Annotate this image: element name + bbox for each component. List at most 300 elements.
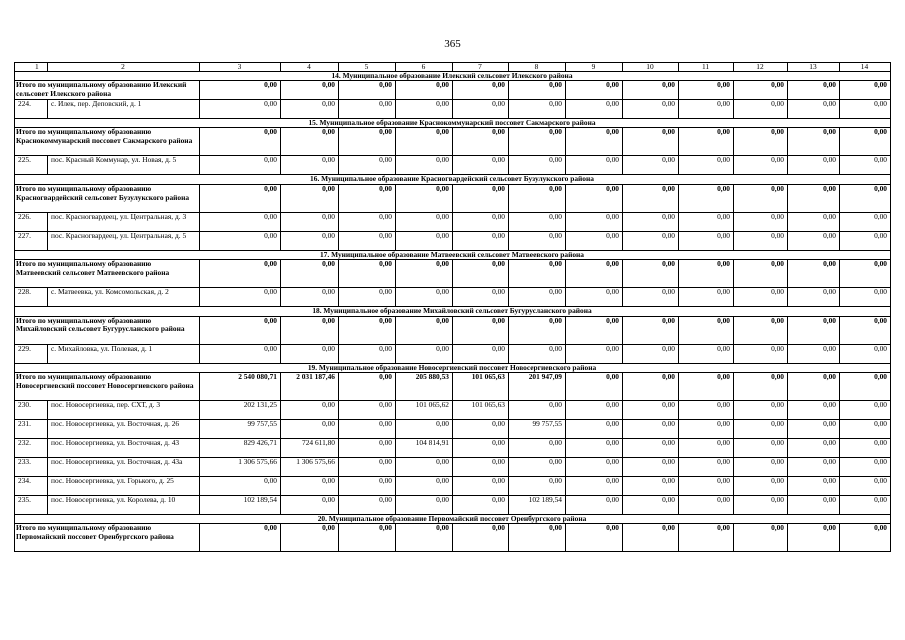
value-cell: 0,00 — [734, 419, 788, 438]
value-cell: 0,00 — [840, 438, 891, 457]
value-cell: 0,00 — [840, 344, 891, 363]
section-title: 19. Муниципальное образование Новосергиевский поссовет Новосергиевского района — [15, 363, 891, 372]
total-value-cell: 0,00 — [840, 80, 891, 99]
value-cell: 202 131,25 — [200, 400, 281, 419]
column-number-cell: 7 — [453, 63, 509, 72]
total-value-cell: 0,00 — [840, 524, 891, 552]
value-cell: 0,00 — [509, 438, 566, 457]
value-cell: 0,00 — [679, 419, 734, 438]
section-title: 15. Муниципальное образование Краснокоммунарский поссовет Сакмарского района — [15, 118, 891, 127]
value-cell: 0,00 — [788, 400, 840, 419]
value-cell: 0,00 — [281, 156, 339, 175]
column-number-cell: 14 — [840, 63, 891, 72]
value-cell: 0,00 — [840, 231, 891, 250]
total-value-cell: 0,00 — [509, 260, 566, 288]
total-value-cell: 0,00 — [453, 524, 509, 552]
value-cell: 0,00 — [281, 476, 339, 495]
value-cell: 1 306 575,66 — [281, 457, 339, 476]
value-cell: 0,00 — [788, 156, 840, 175]
value-cell: 0,00 — [396, 231, 453, 250]
data-table — [14, 62, 891, 552]
column-number-cell: 11 — [679, 63, 734, 72]
value-cell: 99 757,55 — [509, 419, 566, 438]
row-index: 235. — [15, 495, 48, 514]
address-cell: пос. Новосергиевка, ул. Восточная, д. 43а — [48, 457, 200, 476]
value-cell: 0,00 — [281, 495, 339, 514]
total-value-cell: 0,00 — [339, 128, 396, 156]
section-title: 17. Муниципальное образование Матвеевский сельсовет Матвеевского района — [15, 250, 891, 259]
value-cell: 0,00 — [566, 457, 623, 476]
value-cell: 0,00 — [396, 344, 453, 363]
column-number-cell: 13 — [788, 63, 840, 72]
value-cell: 0,00 — [509, 99, 566, 118]
value-cell: 0,00 — [840, 288, 891, 307]
total-value-cell: 0,00 — [788, 184, 840, 212]
value-cell: 0,00 — [840, 212, 891, 231]
value-cell: 0,00 — [679, 438, 734, 457]
row-index: 227. — [15, 231, 48, 250]
value-cell: 0,00 — [509, 344, 566, 363]
page-number: 365 — [444, 38, 461, 50]
total-value-cell: 0,00 — [623, 524, 679, 552]
value-cell: 0,00 — [788, 495, 840, 514]
value-cell: 0,00 — [200, 212, 281, 231]
column-number-cell: 8 — [509, 63, 566, 72]
row-index: 225. — [15, 156, 48, 175]
value-cell: 0,00 — [623, 212, 679, 231]
section-header-row — [15, 307, 891, 316]
value-cell: 0,00 — [734, 438, 788, 457]
value-cell: 0,00 — [339, 476, 396, 495]
value-cell: 0,00 — [453, 212, 509, 231]
value-cell: 0,00 — [623, 419, 679, 438]
value-cell: 0,00 — [396, 212, 453, 231]
value-cell: 0,00 — [281, 419, 339, 438]
value-cell: 0,00 — [509, 288, 566, 307]
value-cell: 0,00 — [623, 231, 679, 250]
total-value-cell: 0,00 — [200, 184, 281, 212]
section-header-row — [15, 514, 891, 523]
total-value-cell: 0,00 — [396, 80, 453, 99]
table-row — [15, 400, 891, 419]
total-value-cell: 0,00 — [396, 260, 453, 288]
row-index: 232. — [15, 438, 48, 457]
value-cell: 0,00 — [339, 156, 396, 175]
table-row — [15, 419, 891, 438]
total-value-cell: 0,00 — [339, 260, 396, 288]
value-cell: 0,00 — [623, 457, 679, 476]
row-index: 230. — [15, 400, 48, 419]
total-value-cell: 2 540 080,71 — [200, 372, 281, 400]
total-label: Итого по муниципальному образованию Илекский сельсовет Илекского района — [15, 80, 200, 99]
total-value-cell: 0,00 — [734, 80, 788, 99]
total-value-cell: 0,00 — [566, 128, 623, 156]
table-row — [15, 438, 891, 457]
address-cell: с. Матвеевка, ул. Комсомольская, д. 2 — [48, 288, 200, 307]
value-cell: 0,00 — [566, 495, 623, 514]
value-cell: 0,00 — [200, 344, 281, 363]
address-cell: пос. Новосергиевка, ул. Королева, д. 10 — [48, 495, 200, 514]
value-cell: 0,00 — [396, 476, 453, 495]
value-cell: 0,00 — [339, 495, 396, 514]
value-cell: 0,00 — [453, 419, 509, 438]
total-label: Итого по муниципальному образованию Михайловский сельсовет Бугурусланского района — [15, 316, 200, 344]
total-value-cell: 0,00 — [623, 80, 679, 99]
value-cell: 829 426,71 — [200, 438, 281, 457]
total-value-cell: 0,00 — [679, 80, 734, 99]
value-cell: 0,00 — [734, 400, 788, 419]
total-row — [15, 260, 891, 288]
total-row — [15, 80, 891, 99]
value-cell: 102 189,54 — [509, 495, 566, 514]
total-value-cell: 0,00 — [281, 184, 339, 212]
value-cell: 0,00 — [623, 400, 679, 419]
value-cell: 0,00 — [734, 288, 788, 307]
section-header-row — [15, 118, 891, 127]
total-value-cell: 0,00 — [623, 260, 679, 288]
value-cell: 0,00 — [679, 457, 734, 476]
value-cell: 0,00 — [453, 457, 509, 476]
total-value-cell: 0,00 — [788, 80, 840, 99]
total-value-cell: 0,00 — [679, 316, 734, 344]
total-value-cell: 0,00 — [734, 372, 788, 400]
total-value-cell: 0,00 — [339, 184, 396, 212]
total-label: Итого по муниципальному образованию Новосергиевский поссовет Новосергиевского района — [15, 372, 200, 400]
total-value-cell: 0,00 — [623, 184, 679, 212]
column-number-cell: 10 — [623, 63, 679, 72]
section-header-row — [15, 250, 891, 259]
value-cell: 0,00 — [788, 476, 840, 495]
value-cell: 0,00 — [509, 400, 566, 419]
total-value-cell: 0,00 — [453, 184, 509, 212]
column-number-cell: 4 — [281, 63, 339, 72]
value-cell: 99 757,55 — [200, 419, 281, 438]
value-cell: 0,00 — [281, 400, 339, 419]
value-cell: 0,00 — [734, 99, 788, 118]
address-cell: пос. Новосергиевка, ул. Восточная, д. 43 — [48, 438, 200, 457]
value-cell: 0,00 — [453, 99, 509, 118]
value-cell: 0,00 — [281, 344, 339, 363]
value-cell: 0,00 — [840, 457, 891, 476]
section-title: 20. Муниципальное образование Первомайский поссовет Оренбургского района — [15, 514, 891, 523]
total-value-cell: 0,00 — [200, 524, 281, 552]
value-cell: 0,00 — [339, 212, 396, 231]
total-value-cell: 0,00 — [840, 260, 891, 288]
address-cell: пос. Красногвардеец, ул. Центральная, д. 5 — [48, 231, 200, 250]
table-row — [15, 99, 891, 118]
value-cell: 0,00 — [734, 231, 788, 250]
address-cell: с. Илек, пер. Деповский, д. 1 — [48, 99, 200, 118]
value-cell: 1 306 575,66 — [200, 457, 281, 476]
value-cell: 0,00 — [509, 476, 566, 495]
total-label: Итого по муниципальному образованию Краснокоммунарский поссовет Сакмарского района — [15, 128, 200, 156]
value-cell: 0,00 — [200, 156, 281, 175]
total-label: Итого по муниципальному образованию Матвеевский сельсовет Матвеевского района — [15, 260, 200, 288]
value-cell: 0,00 — [200, 99, 281, 118]
total-value-cell: 0,00 — [339, 372, 396, 400]
row-index: 228. — [15, 288, 48, 307]
value-cell: 0,00 — [281, 99, 339, 118]
total-value-cell: 0,00 — [281, 316, 339, 344]
total-value-cell: 0,00 — [281, 524, 339, 552]
total-value-cell: 0,00 — [509, 316, 566, 344]
value-cell: 0,00 — [788, 288, 840, 307]
value-cell: 0,00 — [566, 99, 623, 118]
value-cell: 0,00 — [840, 495, 891, 514]
value-cell: 0,00 — [623, 438, 679, 457]
section-title: 18. Муниципальное образование Михайловский сельсовет Бугурусланского района — [15, 307, 891, 316]
total-value-cell: 0,00 — [679, 372, 734, 400]
value-cell: 0,00 — [339, 99, 396, 118]
column-number-cell: 5 — [339, 63, 396, 72]
total-value-cell: 0,00 — [788, 128, 840, 156]
address-cell: пос. Новосергиевка, пер. СХТ, д. 3 — [48, 400, 200, 419]
value-cell: 0,00 — [509, 212, 566, 231]
value-cell: 101 065,62 — [396, 400, 453, 419]
row-index: 234. — [15, 476, 48, 495]
total-value-cell: 0,00 — [281, 260, 339, 288]
total-value-cell: 0,00 — [566, 316, 623, 344]
value-cell: 0,00 — [566, 212, 623, 231]
value-cell: 0,00 — [566, 344, 623, 363]
value-cell: 104 814,91 — [396, 438, 453, 457]
total-value-cell: 0,00 — [679, 128, 734, 156]
value-cell: 0,00 — [679, 400, 734, 419]
total-value-cell: 0,00 — [840, 128, 891, 156]
total-value-cell: 0,00 — [679, 260, 734, 288]
table-row — [15, 476, 891, 495]
column-number-cell: 3 — [200, 63, 281, 72]
total-label: Итого по муниципальному образованию Первомайский поссовет Оренбургского района — [15, 524, 200, 552]
value-cell: 0,00 — [788, 438, 840, 457]
total-row — [15, 316, 891, 344]
total-value-cell: 0,00 — [840, 372, 891, 400]
value-cell: 0,00 — [679, 212, 734, 231]
value-cell: 0,00 — [623, 288, 679, 307]
total-value-cell: 0,00 — [281, 80, 339, 99]
value-cell: 101 065,63 — [453, 400, 509, 419]
value-cell: 0,00 — [840, 99, 891, 118]
row-index: 226. — [15, 212, 48, 231]
total-value-cell: 0,00 — [566, 184, 623, 212]
total-value-cell: 0,00 — [200, 260, 281, 288]
value-cell: 0,00 — [396, 156, 453, 175]
section-header-row — [15, 363, 891, 372]
row-index: 224. — [15, 99, 48, 118]
value-cell: 0,00 — [200, 476, 281, 495]
value-cell: 102 189,54 — [200, 495, 281, 514]
total-value-cell: 0,00 — [734, 260, 788, 288]
column-number-cell: 1 — [15, 63, 48, 72]
row-index: 233. — [15, 457, 48, 476]
value-cell: 0,00 — [339, 400, 396, 419]
value-cell: 0,00 — [734, 156, 788, 175]
value-cell: 0,00 — [281, 212, 339, 231]
value-cell: 0,00 — [566, 476, 623, 495]
row-index: 231. — [15, 419, 48, 438]
total-value-cell: 0,00 — [453, 316, 509, 344]
total-value-cell: 0,00 — [396, 524, 453, 552]
value-cell: 0,00 — [840, 156, 891, 175]
value-cell: 0,00 — [679, 288, 734, 307]
value-cell: 0,00 — [679, 156, 734, 175]
total-value-cell: 0,00 — [509, 524, 566, 552]
value-cell: 0,00 — [788, 419, 840, 438]
value-cell: 0,00 — [566, 419, 623, 438]
total-value-cell: 201 947,09 — [509, 372, 566, 400]
total-value-cell: 0,00 — [840, 316, 891, 344]
value-cell: 0,00 — [566, 231, 623, 250]
table-row — [15, 495, 891, 514]
total-value-cell: 0,00 — [281, 128, 339, 156]
value-cell: 0,00 — [339, 457, 396, 476]
total-value-cell: 0,00 — [734, 316, 788, 344]
total-value-cell: 0,00 — [788, 524, 840, 552]
total-value-cell: 0,00 — [200, 80, 281, 99]
section-header-row — [15, 175, 891, 184]
total-value-cell: 0,00 — [566, 524, 623, 552]
value-cell: 0,00 — [788, 231, 840, 250]
value-cell: 0,00 — [396, 288, 453, 307]
value-cell: 0,00 — [453, 476, 509, 495]
value-cell: 0,00 — [453, 438, 509, 457]
total-value-cell: 0,00 — [339, 316, 396, 344]
value-cell: 0,00 — [339, 231, 396, 250]
total-value-cell: 0,00 — [734, 524, 788, 552]
table-row — [15, 231, 891, 250]
total-value-cell: 101 065,63 — [453, 372, 509, 400]
value-cell: 0,00 — [339, 288, 396, 307]
value-cell: 724 611,80 — [281, 438, 339, 457]
value-cell: 0,00 — [623, 156, 679, 175]
total-value-cell: 0,00 — [566, 372, 623, 400]
value-cell: 0,00 — [734, 476, 788, 495]
address-cell: с. Михайловка, ул. Полевая, д. 1 — [48, 344, 200, 363]
value-cell: 0,00 — [840, 476, 891, 495]
column-number-cell: 12 — [734, 63, 788, 72]
value-cell: 0,00 — [200, 231, 281, 250]
value-cell: 0,00 — [396, 495, 453, 514]
total-value-cell: 0,00 — [200, 128, 281, 156]
address-cell: пос. Красногвардеец, ул. Центральная, д. 3 — [48, 212, 200, 231]
value-cell: 0,00 — [679, 344, 734, 363]
value-cell: 0,00 — [566, 288, 623, 307]
value-cell: 0,00 — [509, 457, 566, 476]
total-row — [15, 372, 891, 400]
value-cell: 0,00 — [679, 476, 734, 495]
total-value-cell: 0,00 — [840, 184, 891, 212]
table-row — [15, 288, 891, 307]
table-row — [15, 344, 891, 363]
total-value-cell: 0,00 — [566, 80, 623, 99]
total-value-cell: 0,00 — [679, 184, 734, 212]
value-cell: 0,00 — [509, 231, 566, 250]
value-cell: 0,00 — [281, 288, 339, 307]
total-value-cell: 0,00 — [623, 316, 679, 344]
value-cell: 0,00 — [200, 288, 281, 307]
value-cell: 0,00 — [788, 212, 840, 231]
value-cell: 0,00 — [679, 495, 734, 514]
section-title: 16. Муниципальное образование Красногвардейский сельсовет Бузулукского района — [15, 175, 891, 184]
section-title: 14. Муниципальное образование Илекский сельсовет Илекского района — [15, 71, 891, 80]
total-value-cell: 205 880,53 — [396, 372, 453, 400]
total-value-cell: 0,00 — [679, 524, 734, 552]
value-cell: 0,00 — [734, 495, 788, 514]
total-row — [15, 184, 891, 212]
value-cell: 0,00 — [566, 438, 623, 457]
total-value-cell: 0,00 — [509, 80, 566, 99]
value-cell: 0,00 — [396, 419, 453, 438]
total-row — [15, 524, 891, 552]
value-cell: 0,00 — [396, 99, 453, 118]
value-cell: 0,00 — [734, 457, 788, 476]
value-cell: 0,00 — [679, 99, 734, 118]
value-cell: 0,00 — [453, 231, 509, 250]
table-row — [15, 212, 891, 231]
total-value-cell: 0,00 — [734, 128, 788, 156]
total-value-cell: 0,00 — [788, 372, 840, 400]
column-number-cell: 6 — [396, 63, 453, 72]
value-cell: 0,00 — [453, 156, 509, 175]
total-label: Итого по муниципальному образованию Красногвардейский сельсовет Бузулукского района — [15, 184, 200, 212]
total-value-cell: 0,00 — [788, 316, 840, 344]
value-cell: 0,00 — [623, 344, 679, 363]
value-cell: 0,00 — [453, 495, 509, 514]
value-cell: 0,00 — [509, 156, 566, 175]
total-value-cell: 0,00 — [396, 128, 453, 156]
section-header-row — [15, 71, 891, 80]
value-cell: 0,00 — [788, 99, 840, 118]
value-cell: 0,00 — [734, 344, 788, 363]
total-value-cell: 0,00 — [623, 372, 679, 400]
total-value-cell: 0,00 — [453, 80, 509, 99]
total-value-cell: 0,00 — [396, 184, 453, 212]
address-cell: пос. Красный Коммунар, ул. Новая, д. 5 — [48, 156, 200, 175]
total-value-cell: 0,00 — [200, 316, 281, 344]
total-value-cell: 0,00 — [623, 128, 679, 156]
total-value-cell: 0,00 — [788, 260, 840, 288]
value-cell: 0,00 — [679, 231, 734, 250]
value-cell: 0,00 — [840, 419, 891, 438]
total-value-cell: 0,00 — [453, 260, 509, 288]
total-row — [15, 128, 891, 156]
value-cell: 0,00 — [788, 344, 840, 363]
value-cell: 0,00 — [623, 476, 679, 495]
value-cell: 0,00 — [623, 99, 679, 118]
total-value-cell: 0,00 — [339, 80, 396, 99]
total-value-cell: 0,00 — [339, 524, 396, 552]
value-cell: 0,00 — [396, 457, 453, 476]
value-cell: 0,00 — [339, 419, 396, 438]
table-row — [15, 156, 891, 175]
total-value-cell: 2 031 187,46 — [281, 372, 339, 400]
value-cell: 0,00 — [566, 400, 623, 419]
total-value-cell: 0,00 — [566, 260, 623, 288]
address-cell: пос. Новосергиевка, ул. Горького, д. 25 — [48, 476, 200, 495]
value-cell: 0,00 — [453, 344, 509, 363]
column-number-cell: 2 — [48, 63, 200, 72]
value-cell: 0,00 — [453, 288, 509, 307]
total-value-cell: 0,00 — [453, 128, 509, 156]
address-cell: пос. Новосергиевка, ул. Восточная, д. 26 — [48, 419, 200, 438]
value-cell: 0,00 — [339, 344, 396, 363]
value-cell: 0,00 — [281, 231, 339, 250]
value-cell: 0,00 — [788, 457, 840, 476]
total-value-cell: 0,00 — [396, 316, 453, 344]
column-number-cell: 9 — [566, 63, 623, 72]
value-cell: 0,00 — [734, 212, 788, 231]
total-value-cell: 0,00 — [509, 184, 566, 212]
